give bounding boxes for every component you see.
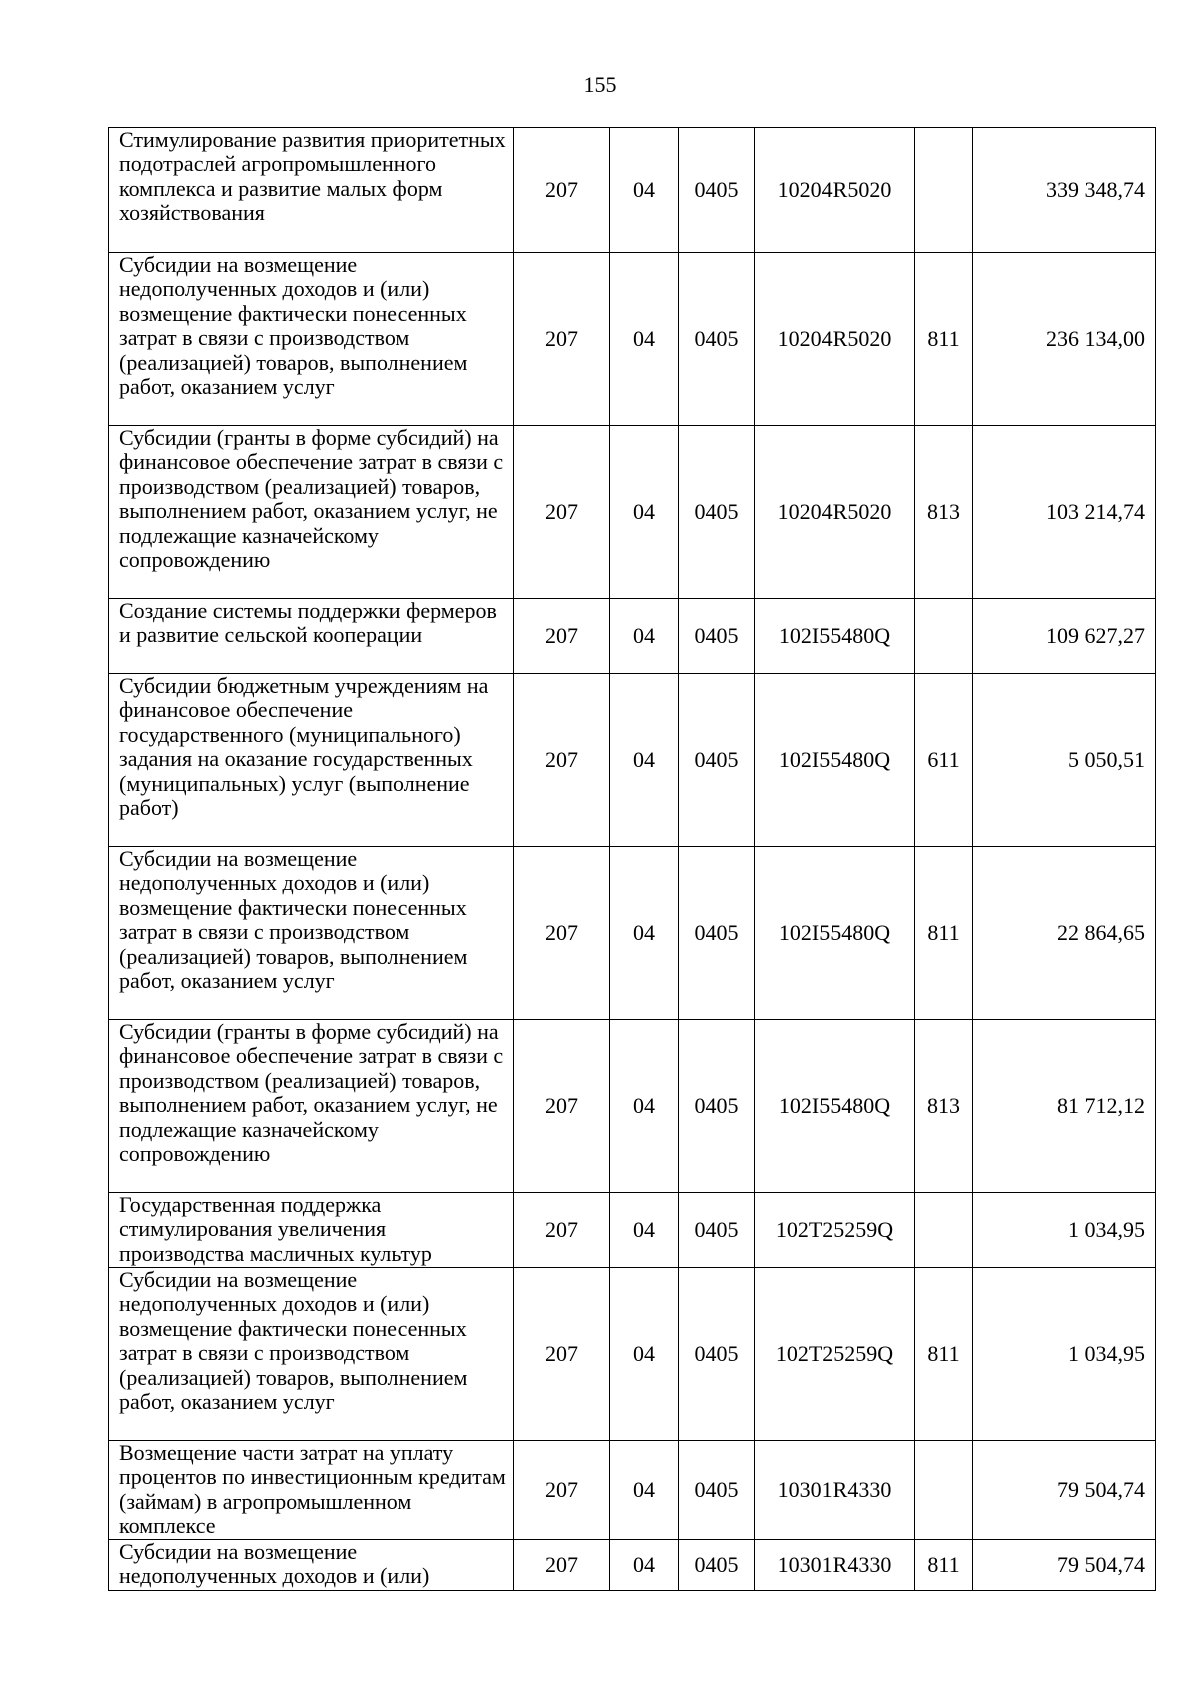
amount: 236 134,00 [973,253,1156,426]
table-row [109,1268,1156,1441]
row-name: Субсидии (гранты в форме субсидий) на финансовое обеспечение затрат в связи с производством (реализацией) товаров, выполнением работ, оказанием услуг, не подлежащие казначейскому сопровождению [109,426,514,599]
subsection-code: 0405 [679,1020,755,1193]
target-article-code: 10204R5020 [755,426,915,599]
row-name: Субсидии (гранты в форме субсидий) на финансовое обеспечение затрат в связи с производством (реализацией) товаров, выполнением работ, оказанием услуг, не подлежащие казначейскому сопровождению [109,1020,514,1193]
target-article-code: 102I55480Q [755,599,915,674]
section-code: 04 [610,847,679,1020]
table-row [109,253,1156,426]
amount: 79 504,74 [973,1441,1156,1540]
target-article-code: 102I55480Q [755,674,915,847]
table-row [109,1441,1156,1540]
target-article-code: 10204R5020 [755,128,915,253]
amount: 109 627,27 [973,599,1156,674]
section-code: 04 [610,1193,679,1268]
expense-type-code [915,1193,973,1268]
row-name: Субсидии на возмещение недополученных доходов и (или) возмещение фактически понесенных затрат в связи с производством (реализацией) товаров, выполнением работ, оказанием услуг [109,847,514,1020]
expense-type-code: 811 [915,253,973,426]
section-code: 04 [610,1020,679,1193]
section-code: 04 [610,674,679,847]
expense-type-code [915,128,973,253]
expense-type-code: 811 [915,1540,973,1591]
section-code: 04 [610,1268,679,1441]
row-name: Возмещение части затрат на уплату процентов по инвестиционным кредитам (займам) в агропромышленном комплексе [109,1441,514,1540]
expense-type-code: 811 [915,1268,973,1441]
subsection-code: 0405 [679,253,755,426]
ministry-code: 207 [514,426,610,599]
row-name: Субсидии на возмещение недополученных доходов и (или) [109,1540,514,1591]
ministry-code: 207 [514,1193,610,1268]
target-article-code: 102I55480Q [755,1020,915,1193]
row-name: Создание системы поддержки фермеров и развитие сельской кооперации [109,599,514,674]
expense-type-code: 611 [915,674,973,847]
row-name: Субсидии на возмещение недополученных доходов и (или) возмещение фактически понесенных затрат в связи с производством (реализацией) товаров, выполнением работ, оказанием услуг [109,1268,514,1441]
target-article-code: 10301R4330 [755,1540,915,1591]
section-code: 04 [610,253,679,426]
table-row [109,847,1156,1020]
budget-table [108,127,1156,1591]
expense-type-code [915,599,973,674]
target-article-code: 102T25259Q [755,1268,915,1441]
table-row [109,1193,1156,1268]
section-code: 04 [610,599,679,674]
target-article-code: 10301R4330 [755,1441,915,1540]
subsection-code: 0405 [679,1441,755,1540]
subsection-code: 0405 [679,674,755,847]
ministry-code: 207 [514,674,610,847]
subsection-code: 0405 [679,847,755,1020]
row-name: Субсидии на возмещение недополученных доходов и (или) возмещение фактически понесенных затрат в связи с производством (реализацией) товаров, выполнением работ, оказанием услуг [109,253,514,426]
ministry-code: 207 [514,1540,610,1591]
table-row [109,1020,1156,1193]
subsection-code: 0405 [679,426,755,599]
page-number: 155 [583,72,617,97]
row-name: Субсидии бюджетным учреждениям на финансовое обеспечение государственного (муниципального) задания на оказание государственных (муниципальных) услуг (выполнение работ) [109,674,514,847]
amount: 339 348,74 [973,128,1156,253]
ministry-code: 207 [514,1441,610,1540]
ministry-code: 207 [514,1268,610,1441]
amount: 22 864,65 [973,847,1156,1020]
row-name: Государственная поддержка стимулирования увеличения производства масличных культур [109,1193,514,1268]
ministry-code: 207 [514,847,610,1020]
table-row [109,128,1156,253]
subsection-code: 0405 [679,599,755,674]
expense-type-code: 813 [915,1020,973,1193]
amount: 81 712,12 [973,1020,1156,1193]
expense-type-code: 811 [915,847,973,1020]
ministry-code: 207 [514,253,610,426]
section-code: 04 [610,128,679,253]
expense-type-code: 813 [915,426,973,599]
section-code: 04 [610,1441,679,1540]
expense-type-code [915,1441,973,1540]
subsection-code: 0405 [679,1540,755,1591]
table-row [109,674,1156,847]
ministry-code: 207 [514,1020,610,1193]
table-row [109,426,1156,599]
section-code: 04 [610,426,679,599]
amount: 79 504,74 [973,1540,1156,1591]
target-article-code: 102I55480Q [755,847,915,1020]
target-article-code: 10204R5020 [755,253,915,426]
amount: 1 034,95 [973,1193,1156,1268]
subsection-code: 0405 [679,1193,755,1268]
subsection-code: 0405 [679,1268,755,1441]
ministry-code: 207 [514,128,610,253]
section-code: 04 [610,1540,679,1591]
row-name: Стимулирование развития приоритетных подотраслей агропромышленного комплекса и развитие малых форм хозяйствования [109,128,514,253]
target-article-code: 102T25259Q [755,1193,915,1268]
amount: 5 050,51 [973,674,1156,847]
subsection-code: 0405 [679,128,755,253]
table-row [109,1540,1156,1591]
ministry-code: 207 [514,599,610,674]
amount: 1 034,95 [973,1268,1156,1441]
amount: 103 214,74 [973,426,1156,599]
table-row [109,599,1156,674]
